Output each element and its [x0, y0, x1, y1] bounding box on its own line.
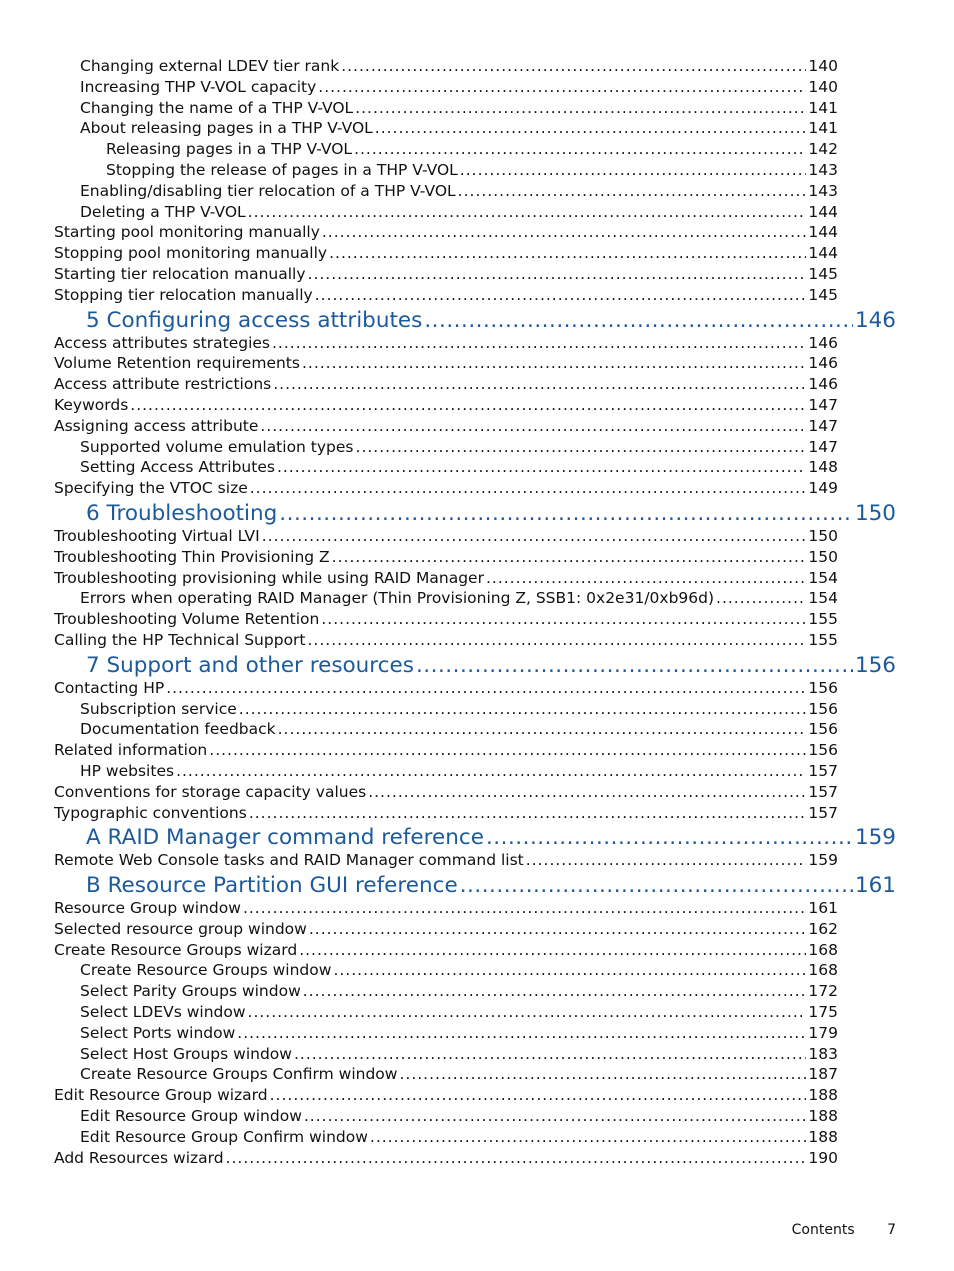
toc-entry[interactable] [54, 222, 838, 243]
toc-page-number: 156 [808, 678, 838, 697]
toc-entry[interactable] [80, 1127, 838, 1148]
toc-entry-title: Create Resource Groups wizard [54, 940, 298, 959]
toc-page-number: 154 [808, 589, 838, 608]
toc-dot-leader [416, 653, 853, 679]
toc-entry-title: Supported volume emulation types [80, 437, 354, 456]
toc-entry-title: Access attribute restrictions [54, 375, 272, 394]
toc-entry-title: Starting tier relocation manually [54, 264, 306, 283]
toc-dot-leader [250, 478, 807, 499]
toc-page-number: 144 [808, 223, 838, 242]
toc-page-number: 154 [808, 568, 838, 587]
toc-entry-title: Stopping tier relocation manually [54, 285, 313, 304]
toc-dot-leader [526, 850, 807, 871]
toc-chapter-entry[interactable] [86, 501, 896, 527]
toc-entry-title: Add Resources wizard [54, 1148, 224, 1167]
toc-dot-leader [308, 264, 807, 285]
toc-dot-leader [315, 285, 807, 306]
toc-page-number: 190 [808, 1148, 838, 1167]
toc-entry-title: Selected resource group window [54, 919, 307, 938]
toc-page-number: 150 [808, 526, 838, 545]
toc-dot-leader [458, 181, 807, 202]
toc-entry[interactable] [54, 609, 838, 630]
toc-entry-title: Select Ports window [80, 1023, 236, 1042]
toc-dot-leader [248, 1002, 807, 1023]
toc-entry[interactable] [54, 1085, 838, 1106]
toc-entry[interactable] [80, 719, 838, 740]
footer-label: Contents [791, 1222, 855, 1238]
toc-page-number: 144 [808, 202, 838, 221]
toc-entry-title: Changing external LDEV tier rank [80, 57, 340, 75]
toc-entry-title: Select LDEVs window [80, 1003, 246, 1022]
toc-entry-title: Typographic conventions [54, 803, 247, 822]
toc-dot-leader [302, 353, 806, 374]
toc-entry[interactable] [106, 139, 838, 160]
toc-entry[interactable] [54, 416, 838, 437]
toc-entry[interactable] [54, 568, 838, 589]
toc-entry-title: Assigning access attribute [54, 416, 259, 435]
toc-dot-leader [304, 1106, 807, 1127]
toc-entry[interactable] [106, 160, 838, 181]
toc-dot-leader [356, 437, 807, 458]
toc-dot-leader [318, 77, 806, 98]
toc-page-number: 156 [808, 699, 838, 718]
toc-page-number: 156 [854, 652, 896, 678]
toc-page-number: 150 [808, 547, 838, 566]
toc-dot-leader [370, 1127, 807, 1148]
toc-entry[interactable] [54, 285, 838, 306]
toc-entry[interactable] [80, 1002, 838, 1023]
toc-entry-title: Volume Retention requirements [54, 354, 300, 373]
toc-entry-title: Releasing pages in a THP V-VOL [106, 140, 353, 159]
toc-entry[interactable] [80, 1106, 838, 1127]
toc-page-number: 143 [808, 181, 838, 200]
toc-dot-leader [399, 1064, 806, 1085]
toc-entry[interactable] [80, 588, 838, 609]
toc-entry-title: Setting Access Attributes [80, 458, 275, 477]
toc-entry[interactable] [80, 457, 838, 478]
toc-dot-leader [308, 630, 807, 651]
toc-dot-leader [243, 898, 806, 919]
toc-page-number: 140 [808, 77, 838, 96]
toc-entry-title: Enabling/disabling tier relocation of a THP V-VOL [80, 181, 456, 200]
toc-chapter-entry[interactable] [86, 308, 896, 334]
toc-page-number: 188 [808, 1107, 838, 1126]
toc-page-number: 150 [854, 500, 896, 526]
toc-entry-title: Edit Resource Group window [80, 1107, 302, 1126]
toc-entry[interactable] [54, 526, 838, 547]
toc-dot-leader [354, 139, 806, 160]
toc-entry[interactable] [80, 699, 838, 720]
toc-dot-leader [424, 308, 853, 334]
toc-page-number: 156 [808, 720, 838, 739]
toc-page-number: 146 [808, 354, 838, 373]
toc-dot-leader [355, 98, 806, 119]
toc-page-number: 143 [808, 160, 838, 179]
toc-entry-title: Access attributes strategies [54, 333, 270, 352]
toc-page-number: 156 [808, 741, 838, 760]
toc-page-number: 157 [808, 803, 838, 822]
toc-page-number: 147 [808, 437, 838, 456]
toc-page-number: 147 [808, 395, 838, 414]
toc-dot-leader [237, 1023, 806, 1044]
toc-entry[interactable] [80, 437, 838, 458]
toc-entry-title: Specifying the VTOC size [54, 479, 248, 498]
toc-entry[interactable] [54, 919, 838, 940]
toc-entry-title: Contacting HP [54, 678, 165, 697]
toc-entry-title: Related information [54, 741, 208, 760]
toc-entry-title: 5 Configuring access attributes [86, 307, 423, 333]
toc-page-number: 179 [808, 1023, 838, 1042]
toc-dot-leader [368, 782, 806, 803]
toc-entry-title: Stopping the release of pages in a THP V-VOL [106, 160, 458, 179]
toc-page-number: 161 [808, 899, 838, 918]
toc-entry[interactable] [80, 1023, 838, 1044]
toc-entry-title: HP websites [80, 761, 175, 780]
toc-entry-title: B Resource Partition GUI reference [86, 873, 458, 899]
toc-entry[interactable] [54, 1148, 838, 1169]
toc-entry-title: Increasing THP V-VOL capacity [80, 77, 317, 96]
toc-page-number: 157 [808, 782, 838, 801]
toc-dot-leader [270, 1085, 807, 1106]
toc-page-number: 145 [808, 264, 838, 283]
toc-entry[interactable] [80, 981, 838, 1002]
toc-entry[interactable] [54, 740, 838, 761]
toc-entry[interactable] [54, 940, 838, 961]
toc-dot-leader [249, 803, 807, 824]
toc-page-number: 140 [808, 57, 838, 75]
toc-entry-title: 6 Troubleshooting [86, 500, 278, 526]
toc-entry[interactable] [80, 1064, 838, 1085]
toc-page-number: 141 [808, 119, 838, 138]
toc-page-number: 155 [808, 630, 838, 649]
toc-entry[interactable] [80, 56, 838, 77]
toc-entry-title: Troubleshooting Volume Retention [54, 610, 320, 629]
toc-dot-leader [130, 395, 806, 416]
table-of-contents [0, 56, 954, 1168]
toc-entry[interactable] [54, 478, 838, 499]
toc-entry-title: Subscription service [80, 699, 237, 718]
toc-dot-leader [299, 940, 806, 961]
toc-dot-leader [278, 719, 807, 740]
toc-chapter-entry[interactable] [86, 825, 896, 851]
page-footer [792, 1222, 896, 1238]
toc-page-number: 172 [808, 982, 838, 1001]
toc-entry-title: Remote Web Console tasks and RAID Manager command list [54, 851, 524, 870]
toc-entry-title: Edit Resource Group Confirm window [80, 1127, 368, 1146]
toc-entry[interactable] [80, 761, 838, 782]
toc-entry[interactable] [54, 395, 838, 416]
toc-entry-title: Resource Group window [54, 899, 241, 918]
toc-entry-title: Select Parity Groups window [80, 982, 301, 1001]
toc-page-number: 149 [808, 479, 838, 498]
toc-dot-leader [248, 202, 807, 223]
toc-entry[interactable] [54, 850, 838, 871]
toc-page-number: 168 [808, 961, 838, 980]
toc-entry[interactable] [54, 333, 838, 354]
toc-entry-title: Calling the HP Technical Support [54, 630, 306, 649]
toc-dot-leader [486, 568, 806, 589]
toc-entry[interactable] [54, 630, 838, 651]
toc-dot-leader [460, 160, 807, 181]
toc-entry[interactable] [80, 202, 838, 223]
toc-entry-title: Conventions for storage capacity values [54, 782, 367, 801]
toc-entry[interactable] [80, 1044, 838, 1065]
toc-page-number: 142 [808, 140, 838, 159]
toc-entry-title: Create Resource Groups Confirm window [80, 1065, 398, 1084]
toc-entry[interactable] [54, 243, 838, 264]
toc-dot-leader [260, 416, 806, 437]
toc-page-number: 145 [808, 285, 838, 304]
toc-page-number: 159 [854, 825, 896, 851]
toc-entry-title: Troubleshooting Thin Provisioning Z [54, 547, 330, 566]
toc-entry[interactable] [80, 118, 838, 139]
toc-entry-title: A RAID Manager command reference [86, 825, 484, 851]
toc-entry[interactable] [54, 374, 838, 395]
toc-page-number: 146 [808, 333, 838, 352]
toc-dot-leader [273, 374, 806, 395]
toc-entry-title: Starting pool monitoring manually [54, 223, 320, 242]
toc-entry[interactable] [54, 782, 838, 803]
toc-page-number: 188 [808, 1086, 838, 1105]
toc-dot-leader [262, 526, 807, 547]
toc-page-number: 159 [808, 851, 838, 870]
toc-page-number: 188 [808, 1127, 838, 1146]
toc-dot-leader [460, 873, 853, 899]
toc-entry[interactable] [80, 181, 838, 202]
toc-entry[interactable] [54, 803, 838, 824]
toc-dot-leader [375, 118, 807, 139]
toc-chapter-entry[interactable] [86, 653, 896, 679]
toc-entry-title: Changing the name of a THP V-VOL [80, 98, 354, 117]
toc-page-number: 162 [808, 919, 838, 938]
toc-entry-title: Create Resource Groups window [80, 961, 332, 980]
toc-page-number: 141 [808, 98, 838, 117]
toc-dot-leader [166, 678, 806, 699]
toc-entry-title: Troubleshooting Virtual LVI [54, 526, 260, 545]
toc-dot-leader [272, 333, 806, 354]
toc-dot-leader [277, 457, 806, 478]
toc-page-number: 144 [808, 244, 838, 263]
toc-page-number: 147 [808, 416, 838, 435]
toc-entry-title: About releasing pages in a THP V-VOL [80, 119, 373, 138]
toc-page-number: 146 [808, 375, 838, 394]
footer-page-number: 7 [887, 1222, 896, 1238]
toc-dot-leader [226, 1148, 807, 1169]
toc-entry[interactable] [80, 77, 838, 98]
toc-page-number: 148 [808, 458, 838, 477]
toc-entry-title: Troubleshooting provisioning while using RAID Manager [54, 568, 484, 587]
toc-dot-leader [322, 222, 807, 243]
toc-page-number: 161 [854, 873, 896, 899]
toc-dot-leader [209, 740, 806, 761]
toc-dot-leader [329, 243, 806, 264]
toc-entry-title: 7 Support and other resources [86, 652, 414, 678]
toc-dot-leader [176, 761, 806, 782]
toc-entry-title: Edit Resource Group wizard [54, 1086, 268, 1105]
toc-page-number: 155 [808, 610, 838, 629]
toc-page-number: 157 [808, 761, 838, 780]
toc-dot-leader [309, 919, 807, 940]
toc-page-number: 183 [808, 1044, 838, 1063]
toc-entry[interactable] [54, 264, 838, 285]
toc-entry-title: Deleting a THP V-VOL [80, 202, 246, 221]
toc-entry-title: Keywords [54, 395, 129, 414]
toc-entry[interactable] [54, 353, 838, 374]
toc-entry[interactable] [54, 678, 838, 699]
toc-entry[interactable] [80, 960, 838, 981]
toc-dot-leader [294, 1044, 806, 1065]
toc-dot-leader [239, 699, 807, 720]
toc-dot-leader [279, 501, 853, 527]
toc-entry-title: Errors when operating RAID Manager (Thin Provisioning Z, SSB1: 0x2e31/0xb96d) [80, 589, 715, 608]
toc-dot-leader [716, 588, 806, 609]
toc-dot-leader [321, 609, 806, 630]
toc-page-number: 187 [808, 1065, 838, 1084]
toc-entry-title: Stopping pool monitoring manually [54, 244, 328, 263]
toc-entry-title: Select Host Groups window [80, 1044, 292, 1063]
toc-page-number: 175 [808, 1003, 838, 1022]
toc-chapter-entry[interactable] [86, 873, 896, 899]
toc-dot-leader [332, 547, 807, 568]
toc-entry[interactable] [80, 98, 838, 119]
toc-dot-leader [303, 981, 807, 1002]
toc-entry-title: Documentation feedback [80, 720, 276, 739]
toc-page-number: 146 [854, 307, 896, 333]
toc-entry[interactable] [54, 898, 838, 919]
toc-dot-leader [486, 825, 853, 851]
toc-entry[interactable] [54, 547, 838, 568]
toc-dot-leader [341, 56, 806, 77]
toc-dot-leader [333, 960, 806, 981]
toc-page-number: 168 [808, 940, 838, 959]
